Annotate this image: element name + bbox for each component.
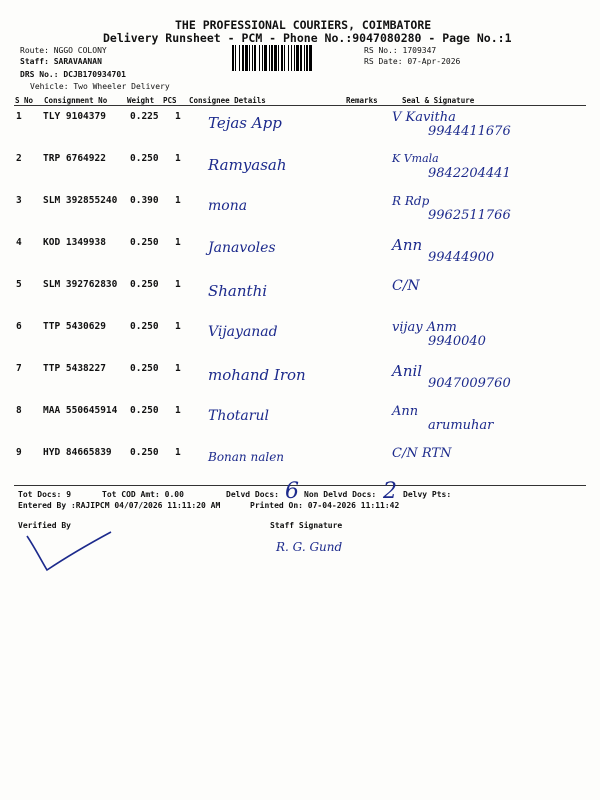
tot-cod-value: 0.00 xyxy=(164,490,184,499)
barcode-bar xyxy=(245,45,248,71)
barcode-bar xyxy=(269,45,270,71)
row-pcs: 1 xyxy=(175,321,181,332)
row-pcs: 1 xyxy=(175,447,181,458)
row-seal-phone: 9962511766 xyxy=(428,208,511,223)
row-seal-phone: 9940040 xyxy=(428,334,486,349)
row-pcs: 1 xyxy=(175,237,181,248)
vehicle: Vehicle: Two Wheeler Delivery xyxy=(30,82,170,91)
row-weight: 0.250 xyxy=(130,153,159,164)
row-seal-phone: 9047009760 xyxy=(428,376,511,391)
tot-docs-value: 9 xyxy=(66,490,72,499)
barcode-bar xyxy=(249,45,250,71)
drs-label: DRS No.: xyxy=(20,70,59,79)
rs-date: RS Date: 07-Apr-2026 xyxy=(364,57,461,66)
row-pcs: 1 xyxy=(175,279,181,290)
row-sno: 9 xyxy=(16,447,22,458)
row-weight: 0.225 xyxy=(130,111,159,122)
row-consignee-name: Thotarul xyxy=(208,408,269,424)
row-consignment: SLM 392762830 xyxy=(43,279,118,290)
header-rule xyxy=(14,105,586,106)
row-consignment: TTP 5430629 xyxy=(43,321,106,332)
barcode-bar xyxy=(264,45,267,71)
tot-docs-label: Tot Docs: xyxy=(18,490,62,499)
table-row xyxy=(0,402,600,444)
row-consignment: TRP 6764922 xyxy=(43,153,106,164)
barcode-bar xyxy=(274,45,277,71)
table-row xyxy=(0,360,600,402)
row-seal-signature: Ann xyxy=(392,236,423,254)
route: Route: NGGO COLONY xyxy=(20,46,107,55)
row-weight: 0.390 xyxy=(130,195,159,206)
barcode-bar xyxy=(300,45,302,71)
row-seal-signature: Ann xyxy=(392,404,419,419)
row-weight: 0.250 xyxy=(130,237,159,248)
col-weight: Weight xyxy=(127,96,155,105)
barcode-bar xyxy=(291,45,292,71)
row-seal-signature: V Kavitha xyxy=(392,110,456,125)
tot-docs xyxy=(18,490,71,499)
non-delvd-label: Non Delvd Docs: xyxy=(304,490,377,499)
row-consignment: HYD 84665839 xyxy=(43,447,112,458)
row-seal-signature: C/N RTN xyxy=(392,446,452,461)
row-sno: 2 xyxy=(16,153,22,164)
drs-number xyxy=(20,70,126,79)
drs-value: DCJB170934701 xyxy=(63,70,126,79)
barcode-bar xyxy=(252,45,253,71)
barcode-bar xyxy=(296,45,299,71)
company-name: THE PROFESSIONAL COURIERS, COIMBATORE xyxy=(175,18,432,32)
col-seal: Seal & Signature xyxy=(402,96,475,105)
row-consignment: TTP 5438227 xyxy=(43,363,106,374)
row-pcs: 1 xyxy=(175,405,181,416)
barcode-bar xyxy=(254,45,256,71)
row-sno: 8 xyxy=(16,405,22,416)
table-row xyxy=(0,234,600,276)
barcode-bar xyxy=(239,45,240,71)
barcode-bar xyxy=(294,45,295,71)
col-pcs: PCS xyxy=(163,96,177,105)
staff: Staff: SARAVAANAN xyxy=(20,57,102,66)
tot-cod xyxy=(102,490,184,499)
col-consignee: Consignee Details xyxy=(189,96,266,105)
barcode-bar xyxy=(288,45,289,71)
non-delvd-handwritten: 2 xyxy=(383,479,397,504)
row-seal-phone: 9944411676 xyxy=(428,124,511,139)
row-consignee-name: mona xyxy=(208,198,248,214)
row-sno: 4 xyxy=(16,237,22,248)
table-row xyxy=(0,444,600,486)
row-sno: 5 xyxy=(16,279,22,290)
row-consignment: KOD 1349938 xyxy=(43,237,106,248)
delvd-docs-handwritten: 6 xyxy=(285,479,299,504)
row-consignee-name: Ramyasah xyxy=(208,156,287,174)
staff-signature: R. G. Gund xyxy=(276,540,343,554)
barcode-bar xyxy=(259,45,260,71)
row-pcs: 1 xyxy=(175,153,181,164)
row-weight: 0.250 xyxy=(130,447,159,458)
delvy-pts: Delvy Pts: xyxy=(403,490,452,499)
row-seal-phone: 99444900 xyxy=(428,250,495,265)
row-sno: 1 xyxy=(16,111,22,122)
barcode-bar xyxy=(278,45,279,71)
tot-cod-label: Tot COD Amt: xyxy=(102,490,160,499)
entered-by: Entered By :RAJIPCM 04/07/2026 11:11:20 AM xyxy=(18,501,221,510)
verified-by: Verified By xyxy=(18,521,71,530)
barcode-bar xyxy=(306,45,308,71)
printed-on: Printed On: 07-04-2026 11:11:42 xyxy=(250,501,400,510)
barcode-bar xyxy=(309,45,312,71)
row-consignment: SLM 392855240 xyxy=(43,195,118,206)
barcode-bar xyxy=(284,45,285,71)
row-seal-signature: R Rdp xyxy=(392,194,430,208)
row-consignee-name: Bonan nalen xyxy=(208,450,285,464)
barcode-bar xyxy=(271,45,273,71)
row-consignee-name: Janavoles xyxy=(208,240,276,256)
row-weight: 0.250 xyxy=(130,279,159,290)
delvd-docs-label: Delvd Docs: xyxy=(226,490,279,499)
row-seal-signature: C/N xyxy=(392,278,420,294)
barcode-bar xyxy=(281,45,283,71)
table-row xyxy=(0,108,600,150)
row-pcs: 1 xyxy=(175,111,181,122)
row-consignee-name: Vijayanad xyxy=(208,324,278,340)
row-seal-signature: Anil xyxy=(392,362,423,380)
row-sno: 6 xyxy=(16,321,22,332)
col-consignment: Consignment No xyxy=(44,96,108,105)
row-seal-phone: arumuhar xyxy=(428,418,494,433)
row-seal-signature: K Vmala xyxy=(392,152,439,165)
rs-number: RS No.: 1709347 xyxy=(364,46,437,55)
barcode xyxy=(232,45,358,71)
row-consignee-name: Tejas App xyxy=(208,114,282,132)
row-seal-phone: 9842204441 xyxy=(428,166,511,181)
barcode-bar xyxy=(262,45,263,71)
table-row xyxy=(0,150,600,192)
table-row xyxy=(0,318,600,360)
col-sno: S No xyxy=(15,96,34,105)
row-sno: 7 xyxy=(16,363,22,374)
row-consignee-name: mohand Iron xyxy=(208,366,306,384)
row-sno: 3 xyxy=(16,195,22,206)
table-row xyxy=(0,192,600,234)
barcode-bar xyxy=(242,45,244,71)
runsheet-title: Delivery Runsheet - PCM - Phone No.:9047080280 - Page No.:1 xyxy=(103,31,512,45)
row-consignment: MAA 550645914 xyxy=(43,405,118,416)
row-weight: 0.250 xyxy=(130,363,159,374)
barcode-bar xyxy=(232,45,234,71)
col-remarks: Remarks xyxy=(346,96,378,105)
row-consignee-name: Shanthi xyxy=(208,282,268,300)
barcode-bar xyxy=(304,45,305,71)
row-pcs: 1 xyxy=(175,195,181,206)
footer-rule xyxy=(14,485,586,486)
row-seal-signature: vijay Anm xyxy=(392,320,457,335)
table-row xyxy=(0,276,600,318)
row-consignment: TLY 9104379 xyxy=(43,111,106,122)
row-weight: 0.250 xyxy=(130,405,159,416)
row-weight: 0.250 xyxy=(130,321,159,332)
barcode-bar xyxy=(235,45,236,71)
verified-tick-icon xyxy=(25,530,115,575)
staff-signature-label: Staff Signature xyxy=(270,521,343,530)
row-pcs: 1 xyxy=(175,363,181,374)
